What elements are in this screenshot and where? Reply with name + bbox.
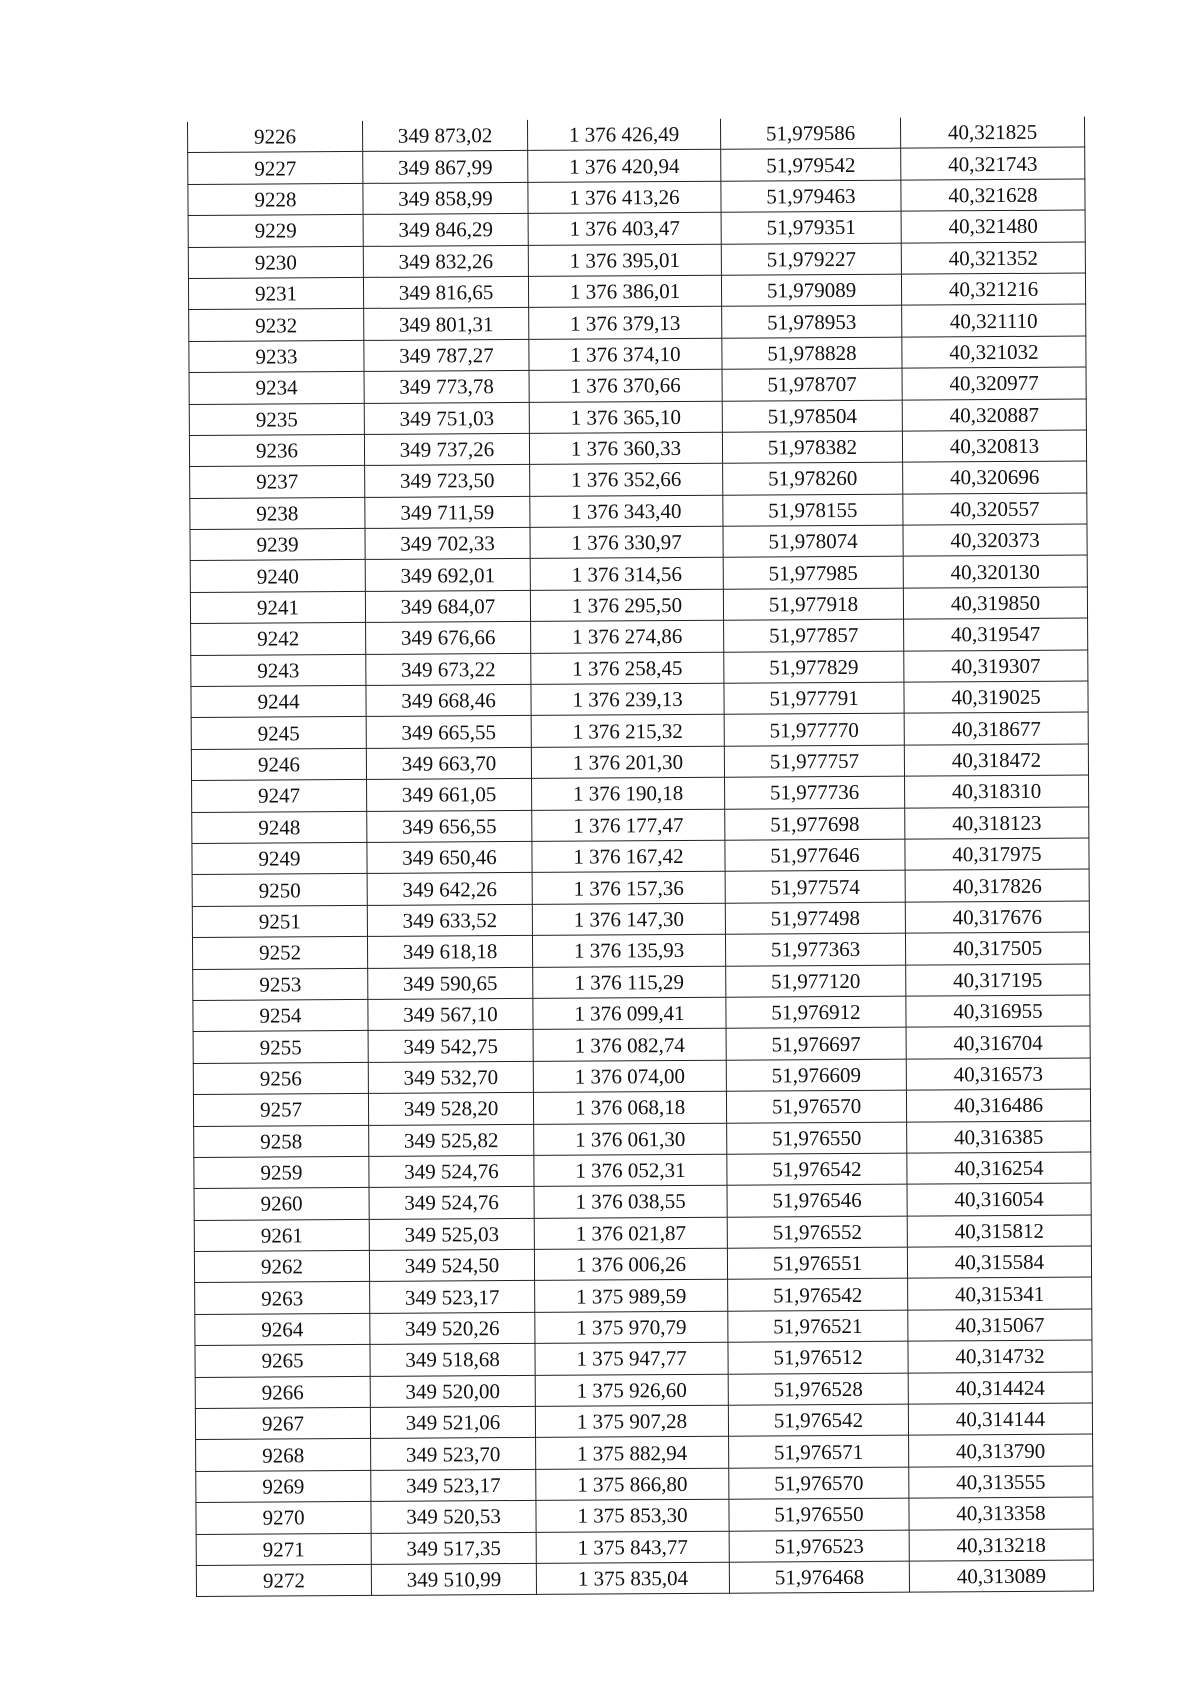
y-coordinate-cell: 1 375 866,80	[536, 1468, 729, 1501]
longitude-cell: 40,317676	[905, 901, 1089, 934]
latitude-cell: 51,976571	[729, 1436, 909, 1468]
longitude-cell: 40,321110	[902, 304, 1086, 337]
y-coordinate-cell: 1 376 386,01	[528, 275, 721, 308]
longitude-cell: 40,313555	[909, 1466, 1093, 1499]
table-row	[192, 807, 1089, 844]
latitude-cell: 51,976912	[726, 996, 906, 1028]
longitude-cell: 40,321480	[901, 210, 1085, 243]
point-number-cell: 9261	[194, 1219, 369, 1251]
table-row	[194, 1183, 1091, 1220]
longitude-cell: 40,313790	[909, 1434, 1093, 1467]
y-coordinate-cell: 1 376 135,93	[532, 934, 725, 967]
latitude-cell: 51,978382	[722, 431, 902, 463]
y-coordinate-cell: 1 376 426,49	[527, 119, 720, 151]
longitude-cell: 40,316955	[906, 995, 1090, 1028]
table-row	[195, 1340, 1092, 1377]
x-coordinate-cell: 349 676,66	[366, 622, 531, 654]
y-coordinate-cell: 1 375 907,28	[535, 1405, 728, 1438]
point-number-cell: 9238	[190, 497, 365, 529]
point-number-cell: 9247	[192, 780, 367, 812]
point-number-cell: 9264	[195, 1313, 370, 1345]
longitude-cell: 40,314144	[908, 1403, 1092, 1436]
point-number-cell: 9232	[189, 309, 364, 341]
latitude-cell: 51,977985	[723, 557, 903, 589]
table-row	[196, 1466, 1093, 1503]
latitude-cell: 51,979227	[721, 243, 901, 275]
y-coordinate-cell: 1 376 177,47	[532, 809, 725, 842]
y-coordinate-cell: 1 376 370,66	[529, 369, 722, 402]
x-coordinate-cell: 349 532,70	[368, 1061, 533, 1093]
table-row	[189, 304, 1086, 341]
longitude-cell: 40,314424	[908, 1372, 1092, 1405]
longitude-cell: 40,313218	[909, 1529, 1093, 1562]
latitude-cell: 51,979463	[721, 180, 901, 212]
point-number-cell: 9249	[192, 842, 367, 874]
latitude-cell: 51,978260	[723, 462, 903, 494]
y-coordinate-cell: 1 376 115,29	[533, 966, 726, 999]
latitude-cell: 51,976542	[728, 1279, 908, 1311]
longitude-cell: 40,314732	[908, 1340, 1092, 1373]
x-coordinate-cell: 349 663,70	[366, 747, 531, 779]
longitude-cell: 40,319547	[904, 618, 1088, 651]
point-number-cell: 9242	[191, 623, 366, 655]
latitude-cell: 51,976512	[728, 1341, 908, 1373]
longitude-cell: 40,317826	[905, 869, 1089, 902]
table-row	[196, 1497, 1093, 1534]
point-number-cell: 9262	[194, 1250, 369, 1282]
longitude-cell: 40,317195	[906, 964, 1090, 997]
longitude-cell: 40,320557	[903, 493, 1087, 526]
table-row	[191, 681, 1088, 718]
point-number-cell: 9255	[193, 1031, 368, 1063]
latitude-cell: 51,976552	[727, 1216, 907, 1248]
longitude-cell: 40,316486	[906, 1089, 1090, 1122]
table-row	[191, 618, 1088, 655]
latitude-cell: 51,977498	[725, 902, 905, 934]
y-coordinate-cell: 1 375 926,60	[535, 1374, 728, 1407]
longitude-cell: 40,321216	[901, 273, 1085, 306]
y-coordinate-cell: 1 376 343,40	[530, 495, 723, 528]
longitude-cell: 40,313358	[909, 1497, 1093, 1530]
x-coordinate-cell: 349 650,46	[367, 841, 532, 873]
x-coordinate-cell: 349 510,99	[371, 1563, 536, 1595]
table-row	[193, 1026, 1090, 1063]
longitude-cell: 40,316704	[906, 1026, 1090, 1059]
latitude-cell: 51,978953	[722, 305, 902, 337]
latitude-cell: 51,977574	[725, 871, 905, 903]
y-coordinate-cell: 1 376 374,10	[529, 338, 722, 371]
y-coordinate-cell: 1 376 061,30	[534, 1123, 727, 1156]
latitude-cell: 51,978504	[722, 400, 902, 432]
point-number-cell: 9257	[193, 1094, 368, 1126]
point-number-cell: 9233	[189, 340, 364, 372]
y-coordinate-cell: 1 376 190,18	[532, 777, 725, 810]
y-coordinate-cell: 1 376 201,30	[531, 746, 724, 779]
y-coordinate-cell: 1 376 395,01	[528, 244, 721, 277]
table-row	[195, 1309, 1092, 1346]
x-coordinate-cell: 349 523,17	[371, 1469, 536, 1501]
y-coordinate-cell: 1 376 147,30	[532, 903, 725, 936]
y-coordinate-cell: 1 376 274,86	[531, 620, 724, 653]
latitude-cell: 51,976570	[729, 1467, 909, 1499]
latitude-cell: 51,978828	[722, 337, 902, 369]
x-coordinate-cell: 349 711,59	[365, 496, 530, 528]
point-number-cell: 9237	[190, 466, 365, 498]
longitude-cell: 40,315067	[908, 1309, 1092, 1342]
longitude-cell: 40,317975	[905, 838, 1089, 871]
longitude-cell: 40,321628	[901, 179, 1085, 212]
table-row	[192, 932, 1089, 969]
latitude-cell: 51,976542	[727, 1153, 907, 1185]
latitude-cell: 51,977829	[724, 651, 904, 683]
latitude-cell: 51,976550	[729, 1498, 909, 1530]
point-number-cell: 9226	[187, 121, 362, 153]
point-number-cell: 9252	[192, 937, 367, 969]
point-number-cell: 9231	[188, 277, 363, 309]
longitude-cell: 40,320887	[902, 399, 1086, 432]
y-coordinate-cell: 1 376 021,87	[534, 1217, 727, 1250]
y-coordinate-cell: 1 375 989,59	[535, 1280, 728, 1313]
point-number-cell: 9240	[190, 560, 365, 592]
table-row	[193, 1089, 1090, 1126]
point-number-cell: 9244	[191, 685, 366, 717]
point-number-cell: 9228	[188, 183, 363, 215]
point-number-cell: 9253	[193, 968, 368, 1000]
y-coordinate-cell: 1 376 403,47	[528, 212, 721, 245]
longitude-cell: 40,321825	[900, 117, 1084, 149]
latitude-cell: 51,976551	[727, 1247, 907, 1279]
coordinates-table-body	[187, 117, 1093, 1597]
latitude-cell: 51,976523	[729, 1530, 909, 1562]
y-coordinate-cell: 1 376 239,13	[531, 683, 724, 716]
x-coordinate-cell: 349 528,20	[368, 1093, 533, 1125]
y-coordinate-cell: 1 375 970,79	[535, 1311, 728, 1344]
table-row	[194, 1215, 1091, 1252]
x-coordinate-cell: 349 787,27	[364, 339, 529, 371]
point-number-cell: 9256	[193, 1062, 368, 1094]
longitude-cell: 40,316385	[907, 1120, 1091, 1153]
table-row	[188, 179, 1085, 216]
y-coordinate-cell: 1 376 420,94	[528, 150, 721, 183]
table-row	[192, 901, 1089, 938]
point-number-cell: 9270	[196, 1502, 371, 1534]
point-number-cell: 9227	[188, 152, 363, 184]
y-coordinate-cell: 1 375 843,77	[536, 1531, 729, 1564]
y-coordinate-cell: 1 376 157,36	[532, 872, 725, 905]
x-coordinate-cell: 349 858,99	[363, 182, 528, 214]
x-coordinate-cell: 349 673,22	[366, 653, 531, 685]
y-coordinate-cell: 1 376 082,74	[533, 1029, 726, 1062]
x-coordinate-cell: 349 567,10	[368, 998, 533, 1030]
x-coordinate-cell: 349 517,35	[371, 1532, 536, 1564]
x-coordinate-cell: 349 656,55	[367, 810, 532, 842]
y-coordinate-cell: 1 376 052,31	[534, 1154, 727, 1187]
point-number-cell: 9254	[193, 999, 368, 1031]
longitude-cell: 40,317505	[905, 932, 1089, 965]
x-coordinate-cell: 349 692,01	[365, 559, 530, 591]
table-row	[191, 650, 1088, 687]
y-coordinate-cell: 1 376 167,42	[532, 840, 725, 873]
table-row	[196, 1529, 1093, 1566]
latitude-cell: 51,976528	[728, 1373, 908, 1405]
x-coordinate-cell: 349 520,53	[371, 1501, 536, 1533]
table-row	[189, 336, 1086, 373]
table-row	[188, 242, 1085, 279]
point-number-cell: 9245	[191, 717, 366, 749]
longitude-cell: 40,321032	[902, 336, 1086, 369]
table-row	[191, 712, 1088, 749]
x-coordinate-cell: 349 737,26	[364, 433, 529, 465]
longitude-cell: 40,315584	[907, 1246, 1091, 1279]
latitude-cell: 51,977736	[725, 776, 905, 808]
x-coordinate-cell: 349 816,65	[363, 276, 528, 308]
table-row	[187, 117, 1084, 153]
longitude-cell: 40,315341	[908, 1277, 1092, 1310]
point-number-cell: 9239	[190, 528, 365, 560]
x-coordinate-cell: 349 590,65	[368, 967, 533, 999]
table-row	[188, 273, 1085, 310]
y-coordinate-cell: 1 376 068,18	[533, 1091, 726, 1124]
point-number-cell: 9246	[191, 748, 366, 780]
table-row	[190, 587, 1087, 624]
point-number-cell: 9229	[188, 215, 363, 247]
longitude-cell: 40,320696	[903, 461, 1087, 494]
longitude-cell: 40,315812	[907, 1215, 1091, 1248]
x-coordinate-cell: 349 633,52	[367, 904, 532, 936]
table-row	[190, 493, 1087, 530]
longitude-cell: 40,320977	[902, 367, 1086, 400]
point-number-cell: 9260	[194, 1188, 369, 1220]
latitude-cell: 51,976609	[726, 1059, 906, 1091]
table-row	[188, 210, 1085, 247]
point-number-cell: 9258	[194, 1125, 369, 1157]
point-number-cell: 9241	[190, 591, 365, 623]
x-coordinate-cell: 349 665,55	[366, 716, 531, 748]
y-coordinate-cell: 1 376 330,97	[530, 526, 723, 559]
point-number-cell: 9251	[192, 905, 367, 937]
table-row	[189, 430, 1086, 467]
y-coordinate-cell: 1 376 314,56	[530, 558, 723, 591]
y-coordinate-cell: 1 376 352,66	[530, 464, 723, 497]
table-row	[192, 775, 1089, 812]
x-coordinate-cell: 349 521,06	[370, 1406, 535, 1438]
x-coordinate-cell: 349 524,50	[369, 1249, 534, 1281]
latitude-cell: 51,977120	[726, 965, 906, 997]
y-coordinate-cell: 1 376 006,26	[534, 1248, 727, 1281]
longitude-cell: 40,318677	[904, 712, 1088, 745]
latitude-cell: 51,976546	[727, 1184, 907, 1216]
y-coordinate-cell: 1 376 258,45	[531, 652, 724, 685]
table-row	[195, 1372, 1092, 1409]
table-row	[188, 147, 1085, 184]
table-row	[194, 1246, 1091, 1283]
x-coordinate-cell: 349 702,33	[365, 527, 530, 559]
table-row	[191, 744, 1088, 781]
point-number-cell: 9243	[191, 654, 366, 686]
x-coordinate-cell: 349 523,70	[371, 1438, 536, 1470]
longitude-cell: 40,320813	[902, 430, 1086, 463]
y-coordinate-cell: 1 376 215,32	[531, 715, 724, 748]
longitude-cell: 40,319307	[904, 650, 1088, 683]
latitude-cell: 51,977770	[724, 714, 904, 746]
table-row	[190, 461, 1087, 498]
y-coordinate-cell: 1 375 882,94	[536, 1437, 729, 1470]
longitude-cell: 40,316573	[906, 1058, 1090, 1091]
x-coordinate-cell: 349 873,02	[362, 120, 527, 152]
point-number-cell: 9266	[195, 1376, 370, 1408]
y-coordinate-cell: 1 375 853,30	[536, 1499, 729, 1532]
latitude-cell: 51,979586	[720, 118, 900, 150]
table-row	[194, 1152, 1091, 1189]
longitude-cell: 40,319025	[904, 681, 1088, 714]
point-number-cell: 9236	[189, 434, 364, 466]
point-number-cell: 9250	[192, 874, 367, 906]
latitude-cell: 51,977646	[725, 839, 905, 871]
longitude-cell: 40,321352	[901, 242, 1085, 275]
x-coordinate-cell: 349 668,46	[366, 684, 531, 716]
y-coordinate-cell: 1 376 360,33	[529, 432, 722, 465]
x-coordinate-cell: 349 867,99	[363, 151, 528, 183]
latitude-cell: 51,978155	[723, 494, 903, 526]
point-number-cell: 9234	[189, 372, 364, 404]
point-number-cell: 9230	[188, 246, 363, 278]
latitude-cell: 51,978707	[722, 368, 902, 400]
table-row	[195, 1277, 1092, 1314]
table-row	[192, 869, 1089, 906]
longitude-cell: 40,316054	[907, 1183, 1091, 1216]
latitude-cell: 51,977791	[724, 682, 904, 714]
x-coordinate-cell: 349 524,76	[369, 1155, 534, 1187]
table-row	[189, 367, 1086, 404]
table-row	[195, 1403, 1092, 1440]
table-row	[190, 524, 1087, 561]
y-coordinate-cell: 1 376 413,26	[528, 181, 721, 214]
point-number-cell: 9265	[195, 1345, 370, 1377]
latitude-cell: 51,978074	[723, 525, 903, 557]
y-coordinate-cell: 1 375 947,77	[535, 1342, 728, 1375]
x-coordinate-cell: 349 525,03	[369, 1218, 534, 1250]
longitude-cell: 40,320130	[903, 555, 1087, 588]
x-coordinate-cell: 349 846,29	[363, 214, 528, 246]
x-coordinate-cell: 349 773,78	[364, 371, 529, 403]
table-row	[196, 1560, 1093, 1597]
x-coordinate-cell: 349 520,26	[370, 1312, 535, 1344]
point-number-cell: 9263	[195, 1282, 370, 1314]
latitude-cell: 51,979351	[721, 211, 901, 243]
x-coordinate-cell: 349 801,31	[364, 308, 529, 340]
x-coordinate-cell: 349 684,07	[365, 590, 530, 622]
longitude-cell: 40,318472	[904, 744, 1088, 777]
latitude-cell: 51,976550	[727, 1122, 907, 1154]
x-coordinate-cell: 349 518,68	[370, 1344, 535, 1376]
x-coordinate-cell: 349 661,05	[367, 779, 532, 811]
x-coordinate-cell: 349 542,75	[368, 1030, 533, 1062]
x-coordinate-cell: 349 523,17	[370, 1281, 535, 1313]
table-row	[189, 399, 1086, 436]
table-row	[190, 555, 1087, 592]
latitude-cell: 51,976542	[728, 1404, 908, 1436]
x-coordinate-cell: 349 723,50	[365, 465, 530, 497]
point-number-cell: 9267	[195, 1407, 370, 1439]
longitude-cell: 40,319850	[903, 587, 1087, 620]
y-coordinate-cell: 1 375 835,04	[536, 1562, 729, 1595]
table-row	[192, 838, 1089, 875]
point-number-cell: 9272	[196, 1564, 371, 1596]
latitude-cell: 51,977698	[725, 808, 905, 840]
y-coordinate-cell: 1 376 379,13	[529, 307, 722, 340]
latitude-cell: 51,976468	[729, 1561, 909, 1593]
x-coordinate-cell: 349 520,00	[370, 1375, 535, 1407]
x-coordinate-cell: 349 525,82	[369, 1124, 534, 1156]
y-coordinate-cell: 1 376 295,50	[530, 589, 723, 622]
x-coordinate-cell: 349 642,26	[367, 873, 532, 905]
table-row	[196, 1434, 1093, 1471]
point-number-cell: 9259	[194, 1156, 369, 1188]
longitude-cell: 40,318123	[905, 807, 1089, 840]
latitude-cell: 51,976697	[726, 1027, 906, 1059]
table-row	[193, 1058, 1090, 1095]
latitude-cell: 51,979089	[721, 274, 901, 306]
coordinates-table	[187, 117, 1094, 1598]
y-coordinate-cell: 1 376 365,10	[529, 401, 722, 434]
y-coordinate-cell: 1 376 074,00	[533, 1060, 726, 1093]
table-row	[193, 964, 1090, 1001]
latitude-cell: 51,977918	[723, 588, 903, 620]
x-coordinate-cell: 349 618,18	[367, 936, 532, 968]
longitude-cell: 40,320373	[903, 524, 1087, 557]
x-coordinate-cell: 349 832,26	[363, 245, 528, 277]
latitude-cell: 51,976521	[728, 1310, 908, 1342]
point-number-cell: 9269	[196, 1470, 371, 1502]
y-coordinate-cell: 1 376 099,41	[533, 997, 726, 1030]
longitude-cell: 40,316254	[907, 1152, 1091, 1185]
latitude-cell: 51,977757	[724, 745, 904, 777]
y-coordinate-cell: 1 376 038,55	[534, 1186, 727, 1219]
x-coordinate-cell: 349 524,76	[369, 1187, 534, 1219]
longitude-cell: 40,318310	[905, 775, 1089, 808]
longitude-cell: 40,321743	[901, 147, 1085, 180]
latitude-cell: 51,977857	[724, 619, 904, 651]
table-row	[194, 1120, 1091, 1157]
x-coordinate-cell: 349 751,03	[364, 402, 529, 434]
table-row	[193, 995, 1090, 1032]
latitude-cell: 51,976570	[726, 1090, 906, 1122]
point-number-cell: 9268	[196, 1439, 371, 1471]
point-number-cell: 9271	[196, 1533, 371, 1565]
point-number-cell: 9235	[189, 403, 364, 435]
latitude-cell: 51,979542	[721, 149, 901, 181]
longitude-cell: 40,313089	[909, 1560, 1093, 1593]
point-number-cell: 9248	[192, 811, 367, 843]
latitude-cell: 51,977363	[725, 933, 905, 965]
